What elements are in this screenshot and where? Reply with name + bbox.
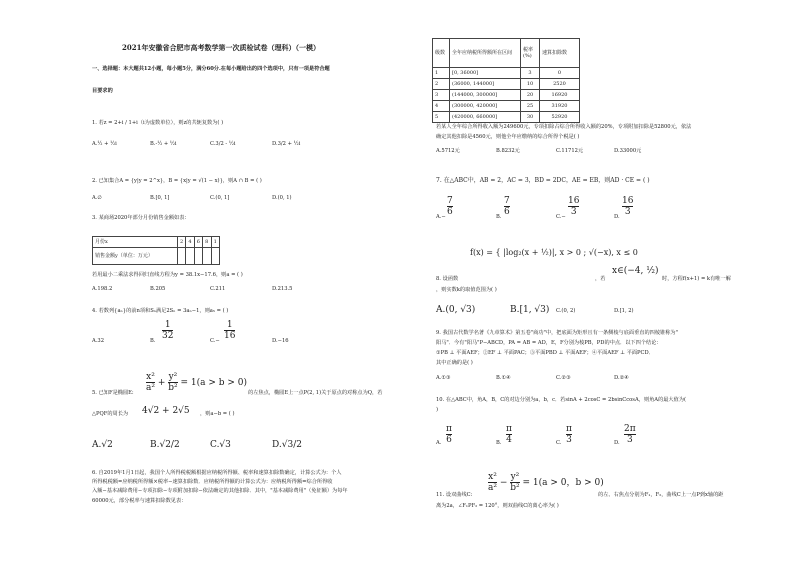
fraction-denominator: 4 (506, 435, 512, 445)
table-cell: 1 (433, 68, 450, 79)
table-cell: (36000, 144000] (450, 79, 521, 90)
q7-option-c: C.− (556, 214, 566, 220)
q5-option-b: B.√2/2 (150, 440, 180, 450)
table-cell (194, 248, 202, 265)
table-cell (203, 248, 211, 265)
fraction-numerator: 2π (624, 424, 636, 434)
q7-option-c-fraction (568, 196, 579, 217)
q9-text-line4: 其中正确的是( ) (436, 360, 473, 366)
q2-text: 2. 已知集合A = {y|y = 2^x}，B = {x|y = √(1 − x)}，则A ∩ B = ( ) (92, 178, 262, 184)
q10-option-c-fraction (566, 424, 572, 445)
section-heading-cont: 目要求的 (92, 88, 113, 94)
q6-income-text: 若某人全年综合所得收入额为249600元，专项扣除占综合所得收入额的20%，专项附加扣除是52800元，依法 (436, 124, 692, 130)
q5-option-a: A.√2 (92, 440, 113, 450)
q7-text: 7. 在△ABC中，AB = 2，AC = 3，BD = 2DC，AE = EB，则AD · CE = ( ) (436, 177, 650, 184)
q9-option-d: D.②④ (614, 375, 629, 381)
table-header-cell: 税率(%) (521, 39, 540, 68)
fraction-numerator: 1 (162, 320, 173, 331)
table-cell: 25 (521, 101, 540, 112)
q9-option-b: B.①④ (496, 375, 511, 381)
table-cell: 31920 (540, 101, 580, 112)
q7-option-b-fraction (504, 196, 510, 217)
q10-option-c: C. (556, 440, 562, 446)
q4-option-c-fraction (224, 320, 235, 341)
q8-text-if: ，若 (595, 276, 606, 282)
q5-option-c: C.√3 (210, 440, 231, 450)
fraction-denominator: 32 (162, 331, 174, 341)
q3-sales-table (92, 236, 220, 265)
table-header-cell: 级数 (433, 39, 450, 68)
fraction-numerator: 7 (504, 196, 510, 206)
q5-text-end: ，则a−b = ( ) (200, 411, 235, 417)
section-heading: 一、选择题：本大题共12小题，每小题5分，满分60分.在每小题给出的四个选项中，只有一项是符合题 (92, 66, 330, 72)
q4-option-d: D.−16 (272, 338, 289, 344)
q6-text-line1: 6. 自2019年1月1日起，我国个人所得税税额根据应纳税所得额、税率和速算扣除数确定，计算公式为：个人 (92, 470, 342, 476)
q8-option-b: B.[1, √3) (510, 305, 550, 315)
fraction-numerator: 16 (622, 196, 634, 206)
q5-text-perimeter: △PQF的周长为 (92, 411, 129, 417)
fraction-denominator: 16 (224, 331, 236, 341)
table-cell: [0, 36000] (450, 68, 521, 79)
q10-text: 10. 在△ABC中，角A，B，C的对边分别为a，b，c．若sinA + 2cosC = 2bsinCcosA，则角A的最大值为( (436, 397, 686, 403)
q2-option-b: B.[0, 1] (150, 195, 170, 201)
q8-text-range: ，则实数k的取值范围为( ) (436, 287, 497, 293)
table-cell: 3 (521, 68, 540, 79)
table-row (433, 112, 580, 123)
table-cell: 16920 (540, 90, 580, 101)
q7-option-d-fraction (622, 196, 633, 217)
table-cell: 2 (433, 79, 450, 90)
q4-option-b-fraction (162, 320, 173, 341)
table-cell: (144000, 300000] (450, 90, 521, 101)
fraction-numerator: 7 (447, 196, 453, 206)
q3-option-c: C.211 (210, 286, 226, 292)
q4-option-b: B. (150, 338, 156, 344)
q5-ellipse-equation: $\frac{\text{x²}}{\text{a²}}$ + $\frac{\text{y²}}{\text{b²}}$ = 1(a > b > 0) (146, 372, 248, 393)
table-cell: 5 (433, 112, 450, 123)
q7-option-d: D. (614, 214, 620, 220)
q9-text-line2: 阳马"．今有"阳马"P−ABCD，PA = AB = AD，E，F分别为棱PB，PD的中点．以下四个结论： (436, 340, 662, 346)
q3-text: 3. 某商场2020年部分月份销售金额如表： (92, 215, 190, 221)
fraction-denominator: 6 (446, 435, 452, 445)
page-title: 2021年安徽省合肥市高考数学第一次质检试卷（理科）（一模） (122, 43, 320, 52)
q3-option-b: B.205 (150, 286, 166, 292)
q9-option-c: C.②③ (556, 375, 571, 381)
q9-text-line3: ①PB ⊥ 平面AEF；②EF ⊥ 平面PAC；③平面PBD ⊥ 平面AEF；④平面AEF ⊥ 平面PCD． (436, 350, 654, 356)
q10-option-a: A. (436, 440, 442, 446)
q2-option-d: D.(0, 1) (272, 195, 292, 201)
table-cell: 0 (540, 68, 580, 79)
q8-option-c: C.(0, 2) (556, 308, 576, 314)
q8-interval: x∈(−4, ½) (612, 266, 659, 276)
table-row (433, 79, 580, 90)
table-cell: 3 (433, 90, 450, 101)
fraction-denominator: 3 (566, 435, 572, 445)
fraction-numerator: 16 (568, 196, 580, 206)
q6-option-b: B.8232元 (496, 148, 520, 154)
q4-text: 4. 若数列{aₙ}的前n项和Sₙ满足2Sₙ = 3aₙ−1，则a₅ = ( ) (92, 308, 229, 314)
q8-piecewise-function: f(x) = { |log₂(x + ½)|, x > 0 ; √(−x), x ≤ 0 (470, 248, 638, 257)
fraction-denominator: 6 (447, 207, 453, 217)
q5-text-mid: 的左焦点，椭圆E上一点P(2, 1)关于原点的对称点为Q，若 (248, 390, 383, 396)
q10-option-d: D. (614, 440, 620, 446)
q6-question-text: 确定其他扣除是4560元，则他全年应缴纳的综合所得个税是( ) (436, 134, 580, 140)
q7-option-b: B. (496, 214, 502, 220)
q8-text-unique: 时，方程f(x+1) = k有唯一解 (662, 276, 731, 282)
table-cell: 月份x (93, 237, 178, 248)
q11-text-start: 11. 设双曲线C: (436, 492, 473, 498)
q1-option-b: B.-½ + ½i (150, 141, 177, 147)
q6-text-line4: 60000元，部分税率与速算扣除数见表： (92, 498, 187, 504)
q10-option-d-fraction (624, 424, 636, 445)
table-cell (186, 248, 194, 265)
q1-text: 1. 若z = 2+i / 1+i（i为虚数单位），则z的共轭复数为( ) (92, 120, 224, 126)
q5-option-d: D.√3/2 (272, 440, 302, 450)
table-row (433, 101, 580, 112)
q3-option-a: A.198.2 (92, 286, 113, 292)
table-cell: 52920 (540, 112, 580, 123)
q6-option-c: C.11712元 (556, 148, 584, 154)
fraction-denominator: 3 (570, 207, 577, 217)
table-cell: 6 (194, 237, 202, 248)
table-cell: 8 (203, 237, 211, 248)
table-cell: 4 (433, 101, 450, 112)
q11-hyperbola-equation: $\frac{\text{x²}}{\text{a²}}$ − $\frac{\text{y²}}{\text{b²}}$ = 1(a > 0，b > 0) (488, 472, 604, 493)
table-cell: 30 (521, 112, 540, 123)
fraction-numerator: π (566, 424, 572, 434)
fraction-numerator: π (446, 424, 452, 434)
q6-text-line3: 入额−基本减除费用−专项扣除−专项附加扣除−依法确定的其他扣除．其中，"基本减除费用"（免征额）为每年 (92, 488, 348, 494)
table-header-cell: 全年应纳税所得额所在区间 (450, 39, 521, 68)
table-cell: 4 (186, 237, 194, 248)
q11-text-mid: 的左、右焦点分别为F₁，F₂，曲线C上一点P到x轴的距 (598, 492, 724, 498)
q1-option-d: D.3/2 + ½i (272, 141, 301, 147)
q7-option-a-fraction (447, 196, 453, 217)
table-row (93, 237, 220, 248)
q4-option-a: A.32 (92, 338, 104, 344)
q9-text-line1: 9. 我国古代数学名著《九章算术》第五卷"商功"中，把底面为矩形且有一条侧棱与底面垂直的四棱锥称为" (436, 330, 679, 336)
table-cell (211, 248, 219, 265)
table-cell: 10 (521, 79, 540, 90)
q9-option-a: A.①③ (436, 375, 451, 381)
q8-option-a: A.(0, √3) (436, 305, 476, 315)
q1-option-a: A.½ + ½i (92, 141, 117, 147)
q10-option-b: B. (496, 440, 502, 446)
q2-option-a: A.∅ (92, 195, 102, 201)
q10-text-close: ) (436, 407, 439, 413)
q11-text-end: 离为2a，∠F₁PF₂ = 120°，则双曲线C的离心率为( ) (436, 503, 559, 509)
table-cell (178, 248, 186, 265)
table-cell: 1 (211, 237, 219, 248)
fraction-denominator: 3 (626, 435, 633, 445)
q2-option-c: C.(0, 1] (210, 195, 230, 201)
q8-option-d: D.[1, 2) (614, 308, 634, 314)
table-cell: 2520 (540, 79, 580, 90)
fraction-numerator: 1 (224, 320, 235, 331)
fraction-denominator: 6 (504, 207, 510, 217)
q1-option-c: C.3/2 - ½i (210, 141, 236, 147)
table-cell: 20 (521, 90, 540, 101)
table-header-row (433, 39, 580, 68)
q6-option-d: D.33000元 (614, 148, 642, 154)
q6-option-a: A.5712元 (436, 148, 460, 154)
table-row (433, 90, 580, 101)
q3-option-d: D.213.5 (272, 286, 293, 292)
table-cell: (420000, 660000] (450, 112, 521, 123)
q6-text-line2: 所得税税额=应纳税所得额×税率−速算扣除数．应纳税所得额的计算公式为：应纳税所得额=综合所得收 (92, 479, 333, 485)
fraction-numerator: π (506, 424, 512, 434)
q5-perimeter-value: 4√2 + 2√5 (142, 406, 190, 416)
table-row (93, 248, 220, 265)
q5-text-start: 5. 已知F是椭圆E: (92, 390, 134, 396)
q3-regression-text: 若用最小二乘法求得回归直线方程为y = 38.1x−17.6，则a = ( ) (92, 272, 243, 278)
q8-text-start: 8. 设函数 (436, 276, 459, 282)
table-row (433, 68, 580, 79)
fraction-denominator: 3 (624, 207, 631, 217)
table-cell: (300000, 420000] (450, 101, 521, 112)
q10-option-b-fraction (506, 424, 512, 445)
table-cell: 销售金额y（单位：万元） (93, 248, 178, 265)
tax-rate-table (432, 38, 580, 123)
q7-option-a: A.− (436, 214, 446, 220)
q10-option-a-fraction (446, 424, 452, 445)
table-header-cell: 速算扣除数 (540, 39, 580, 68)
q4-option-c: C.− (210, 338, 220, 344)
table-cell: 2 (178, 237, 186, 248)
